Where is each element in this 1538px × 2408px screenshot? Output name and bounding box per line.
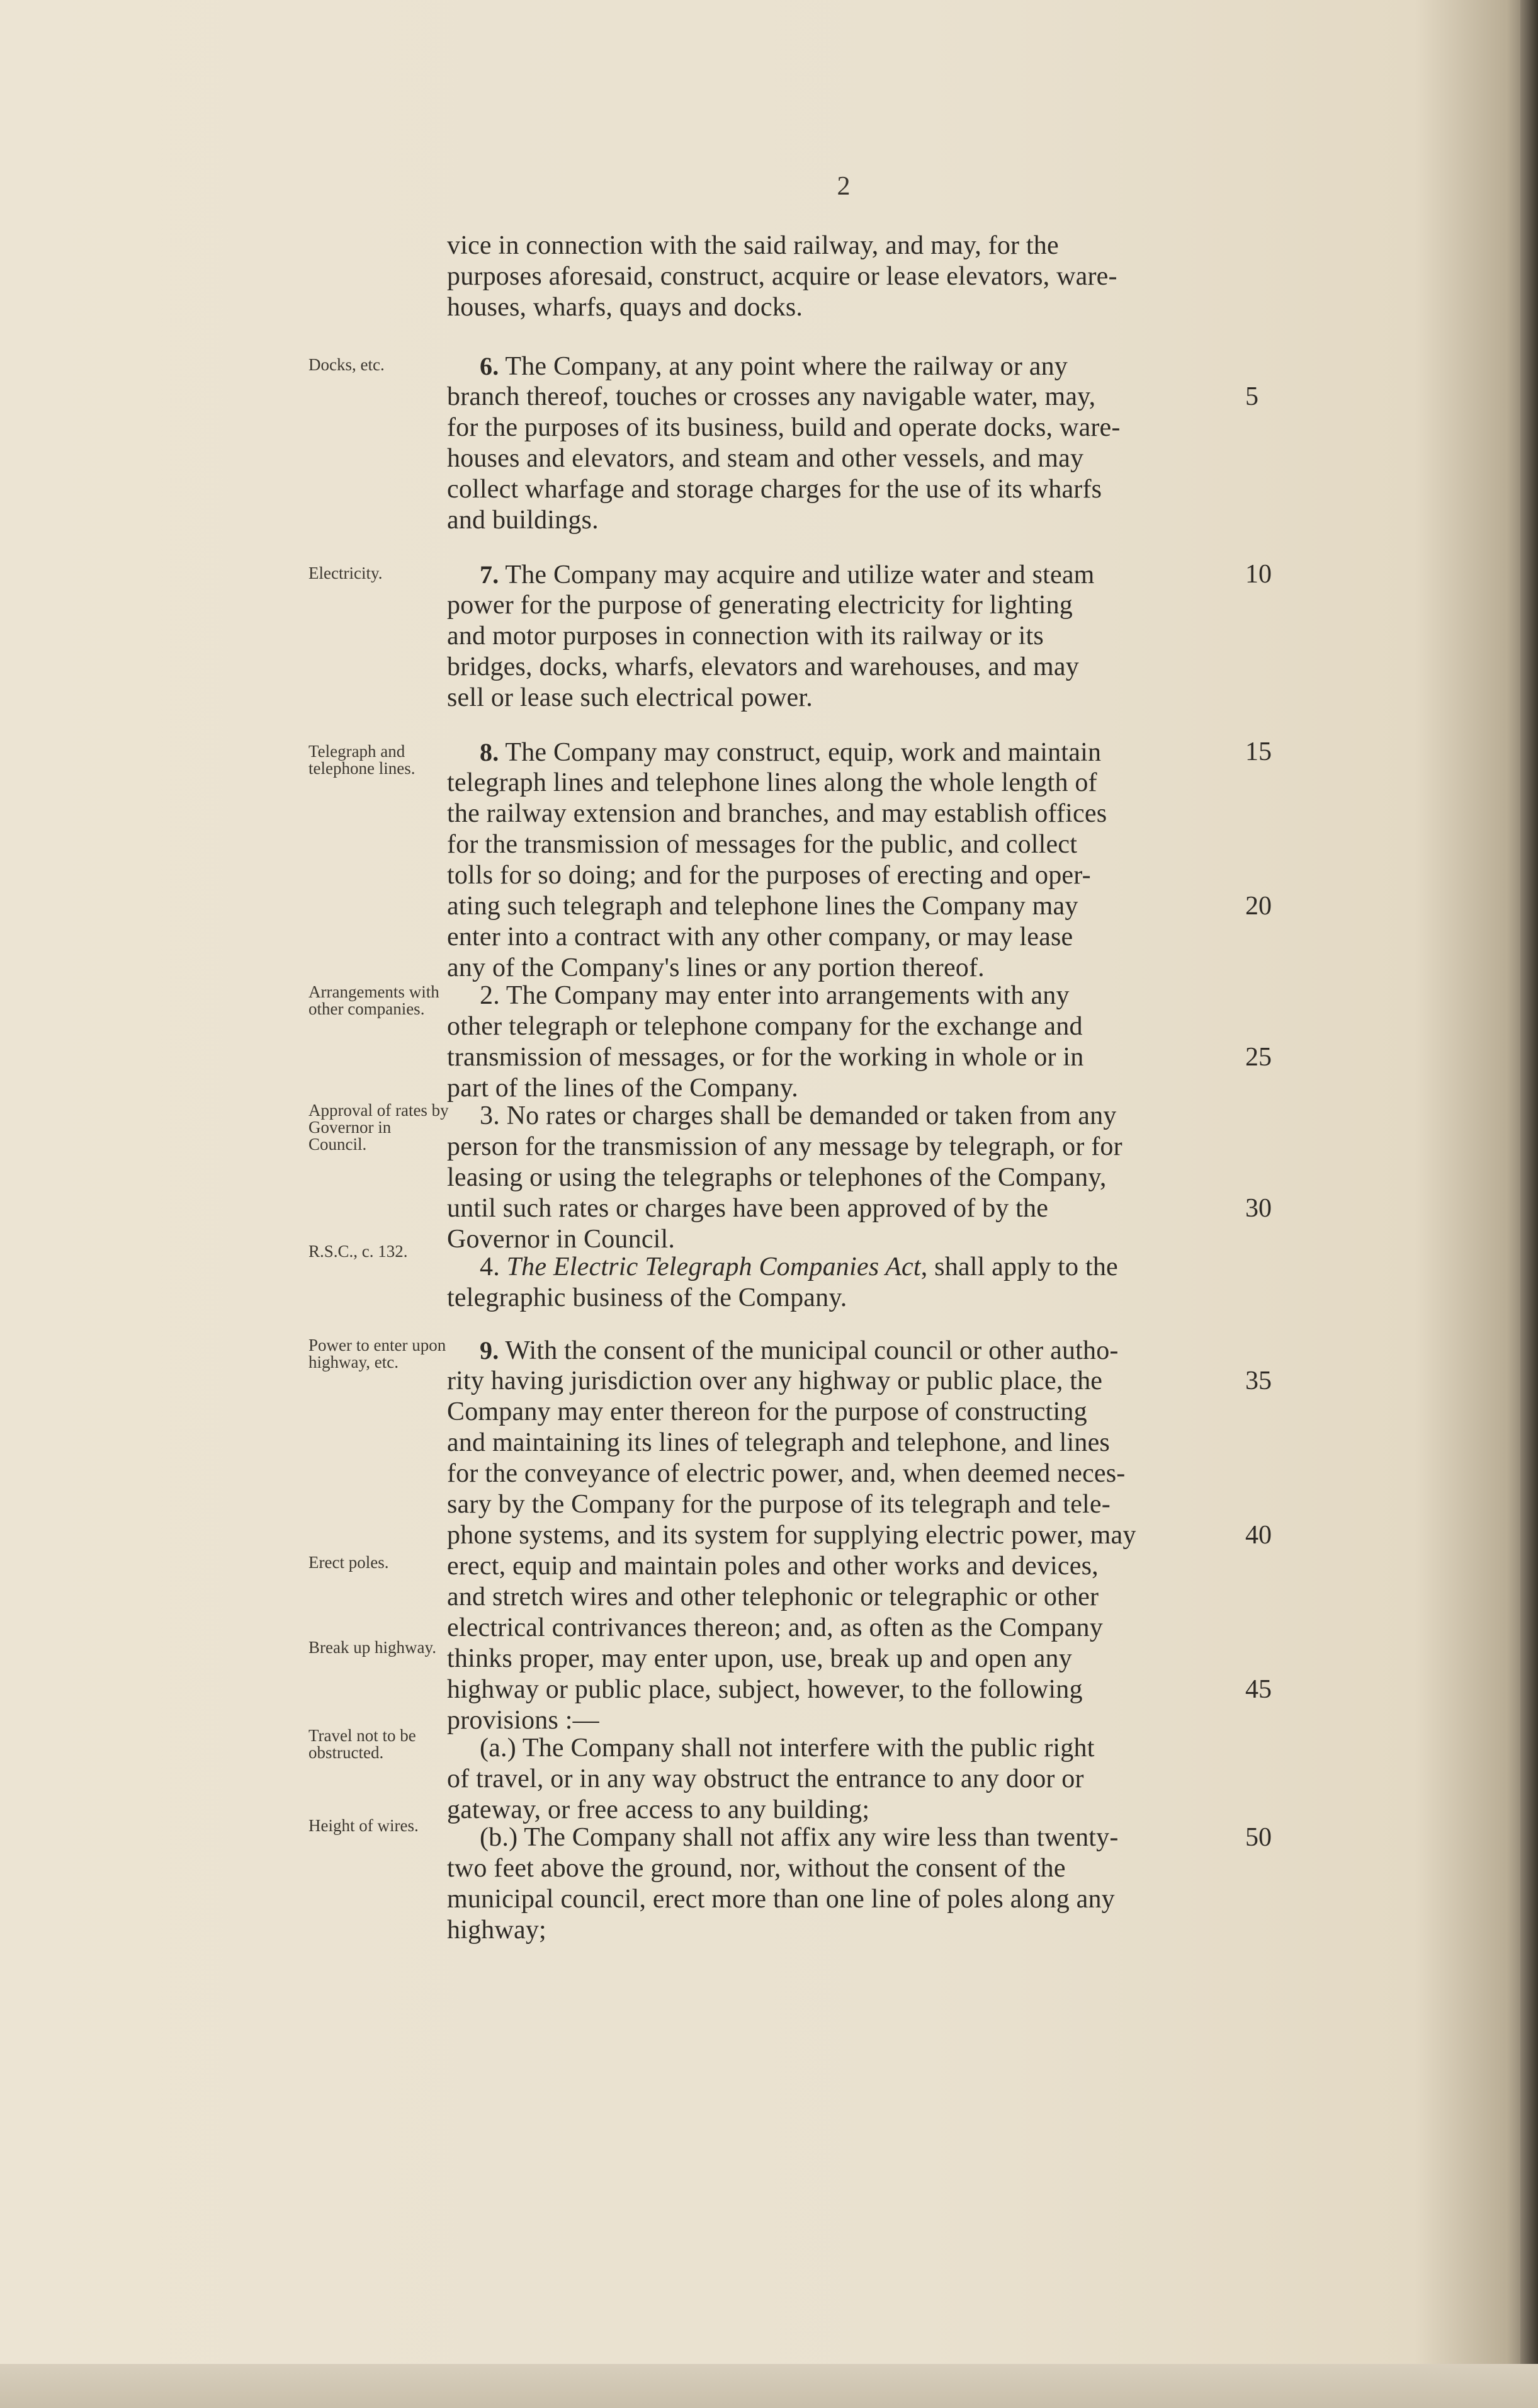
text-line-content: The Company, at any point where the railway or any — [499, 352, 1068, 381]
line-number: 30 — [1245, 1194, 1272, 1223]
text-line-content: , shall apply to the — [920, 1252, 1118, 1281]
text-line — [480, 559, 1273, 591]
page-bottom-edge — [0, 2364, 1538, 2408]
text-line-content: highway; — [447, 1916, 546, 1945]
text-line-content: until such rates or charges have been approved of by the — [447, 1194, 1049, 1223]
text-line-content: ating such telegraph and telephone lines the Company may — [447, 892, 1078, 921]
text-line — [480, 1822, 1273, 1853]
text-prefix: 4. — [480, 1252, 507, 1281]
line-number: 25 — [1245, 1043, 1272, 1072]
text-line — [447, 1520, 1240, 1551]
text-line-content: for the purposes of its business, build and operate docks, ware- — [447, 413, 1121, 442]
margin-note: Break up highway. — [308, 1638, 436, 1657]
text-line — [447, 1853, 1240, 1884]
text-line-content: collect wharfage and storage charges for the use of its wharfs — [447, 475, 1102, 504]
text-line — [480, 737, 1273, 768]
text-line — [447, 443, 1240, 474]
text-line-content: transmission of messages, or for the working in whole or in — [447, 1043, 1084, 1072]
text-line-content: and buildings. — [447, 506, 599, 535]
text-line-content: branch thereof, touches or crosses any navigable water, may, — [447, 382, 1096, 411]
text-line — [447, 860, 1240, 891]
text-line — [447, 1397, 1240, 1428]
text-line — [447, 261, 1240, 292]
text-line — [480, 1335, 1273, 1366]
text-line-content: sell or lease such electrical power. — [447, 683, 813, 712]
line-number: 10 — [1245, 560, 1272, 589]
text-line — [447, 1613, 1240, 1644]
text-line-content: vice in connection with the said railway, and may, for the — [447, 231, 1059, 260]
text-line-content: and stretch wires and other telephonic or telegraphic or other — [447, 1582, 1099, 1611]
text-line-content: any of the Company's lines or any portion thereof. — [447, 953, 985, 982]
text-line-content: 2. The Company may enter into arrangements with any — [480, 981, 1070, 1010]
text-line — [447, 1551, 1240, 1582]
text-line-content: purposes aforesaid, construct, acquire or lease elevators, ware- — [447, 262, 1117, 291]
text-line — [480, 351, 1273, 382]
text-line — [447, 1644, 1240, 1674]
text-line — [447, 412, 1240, 443]
text-line-content: person for the transmission of any message by telegraph, or for — [447, 1132, 1122, 1161]
section-number: 6. — [480, 352, 499, 380]
margin-note: Erect poles. — [308, 1553, 389, 1572]
text-line-content: With the consent of the municipal council or other autho- — [499, 1336, 1119, 1365]
margin-note: Power to enter upon highway, etc. — [308, 1336, 446, 1372]
text-line-content: sary by the Company for the purpose of its telegraph and tele- — [447, 1490, 1111, 1519]
book-spine-shadow — [1520, 0, 1538, 2408]
section-number: 9. — [480, 1336, 499, 1365]
text-line — [447, 474, 1240, 505]
section-number: 7. — [480, 560, 499, 589]
text-line — [447, 1132, 1240, 1162]
text-line — [447, 590, 1240, 621]
text-line — [480, 1101, 1273, 1132]
text-line — [447, 1489, 1240, 1520]
line-number: 50 — [1245, 1823, 1272, 1852]
text-line — [447, 1428, 1240, 1458]
line-number: 35 — [1245, 1366, 1272, 1395]
margin-note: Height of wires. — [308, 1816, 419, 1835]
text-line — [447, 1705, 1240, 1736]
text-line — [447, 1042, 1240, 1073]
text-line-content: erect, equip and maintain poles and other works and devices, — [447, 1552, 1099, 1581]
text-line-content: provisions :— — [447, 1706, 599, 1735]
text-line — [447, 1193, 1240, 1224]
text-line-content: power for the purpose of generating electricity for lighting — [447, 591, 1073, 620]
text-line-content: and maintaining its lines of telegraph and telephone, and lines — [447, 1428, 1110, 1457]
margin-note: Docks, etc. — [308, 355, 385, 374]
margin-note: R.S.C., c. 132. — [308, 1242, 408, 1261]
text-line-content: municipal council, erect more than one line of poles along any — [447, 1885, 1115, 1914]
text-line-content: (a.) The Company shall not interfere with the public right — [480, 1734, 1095, 1763]
text-line — [480, 1733, 1273, 1764]
text-line-content: gateway, or free access to any building; — [447, 1795, 870, 1824]
text-line-content: the railway extension and branches, and may establish offices — [447, 799, 1107, 828]
text-line — [447, 1764, 1240, 1795]
text-line — [447, 292, 1240, 323]
text-line — [447, 768, 1240, 798]
margin-note: Travel not to be obstructed. — [308, 1726, 416, 1762]
text-line-content: enter into a contract with any other company, or may lease — [447, 923, 1073, 951]
text-line-content: thinks proper, may enter upon, use, break up and open any — [447, 1644, 1072, 1673]
text-line — [447, 1011, 1240, 1042]
text-line — [447, 1073, 1240, 1104]
text-line — [447, 1224, 1240, 1255]
text-line — [447, 798, 1240, 829]
text-line — [447, 505, 1240, 536]
text-line-content: The Company may construct, equip, work and maintain — [499, 738, 1102, 767]
text-line — [447, 1162, 1240, 1193]
text-line — [447, 1458, 1240, 1489]
text-line — [447, 891, 1240, 922]
text-line — [447, 683, 1240, 713]
text-line-content: highway or public place, subject, however, to the following — [447, 1675, 1083, 1704]
margin-note: Electricity. — [308, 564, 383, 582]
text-line-content: part of the lines of the Company. — [447, 1074, 798, 1103]
text-line — [447, 1884, 1240, 1915]
text-line — [447, 230, 1240, 261]
text-line-content: houses, wharfs, quays and docks. — [447, 293, 803, 322]
text-line-content: telegraphic business of the Company. — [447, 1283, 847, 1312]
text-line-content: Governor in Council. — [447, 1225, 676, 1254]
line-number: 15 — [1245, 737, 1272, 766]
line-number: 40 — [1245, 1521, 1272, 1550]
section-number: 8. — [480, 738, 499, 766]
text-line — [447, 1582, 1240, 1613]
text-line-content: for the transmission of messages for the public, and collect — [447, 830, 1078, 859]
text-line — [447, 1366, 1240, 1397]
line-number: 20 — [1245, 892, 1272, 921]
text-line-content: of travel, or in any way obstruct the entrance to any door or — [447, 1764, 1084, 1793]
act-title: The Electric Telegraph Companies Act — [506, 1252, 921, 1281]
text-line — [480, 980, 1273, 1011]
text-line-content: telegraph lines and telephone lines along the whole length of — [447, 768, 1097, 797]
text-line-content: and motor purposes in connection with its railway or its — [447, 622, 1044, 650]
line-number: 45 — [1245, 1675, 1272, 1704]
text-line-content: bridges, docks, wharfs, elevators and warehouses, and may — [447, 652, 1079, 681]
text-line — [447, 652, 1240, 683]
margin-note: Approval of rates by Governor in Council. — [308, 1101, 449, 1154]
text-line-content: phone systems, and its system for supplying electric power, may — [447, 1521, 1136, 1550]
text-line — [447, 1795, 1240, 1826]
text-line-content: rity having jurisdiction over any highway or public place, the — [447, 1366, 1103, 1395]
text-line-content: 3. No rates or charges shall be demanded or taken from any — [480, 1101, 1117, 1130]
text-line — [447, 382, 1240, 412]
text-line — [447, 1915, 1240, 1946]
text-line-content: (b.) The Company shall not affix any wire less than twenty- — [480, 1823, 1119, 1852]
text-line-content: for the conveyance of electric power, and, when deemed neces- — [447, 1459, 1126, 1488]
text-line — [447, 621, 1240, 652]
text-line-content: Company may enter thereon for the purpose of constructing — [447, 1397, 1087, 1426]
text-line-content: two feet above the ground, nor, without the consent of the — [447, 1854, 1066, 1883]
text-line-content: other telegraph or telephone company for the exchange and — [447, 1012, 1083, 1041]
text-line-content: tolls for so doing; and for the purposes of erecting and oper- — [447, 861, 1091, 890]
text-line — [447, 953, 1240, 984]
text-line-content: leasing or using the telegraphs or telephones of the Company, — [447, 1163, 1107, 1192]
text-line — [447, 829, 1240, 860]
text-line — [447, 1283, 1240, 1314]
text-line-content: electrical contrivances thereon; and, as often as the Company — [447, 1613, 1103, 1642]
line-number: 5 — [1245, 382, 1258, 411]
text-line-content: houses and elevators, and steam and other vessels, and may — [447, 444, 1084, 473]
margin-note: Arrangements with other companies. — [308, 982, 439, 1018]
page-number: 2 — [837, 172, 851, 201]
text-line — [480, 1252, 1273, 1283]
text-line-content: The Company may acquire and utilize water and steam — [499, 560, 1095, 589]
margin-note: Telegraph and telephone lines. — [308, 742, 416, 778]
text-line — [447, 1674, 1240, 1705]
text-line — [447, 922, 1240, 953]
